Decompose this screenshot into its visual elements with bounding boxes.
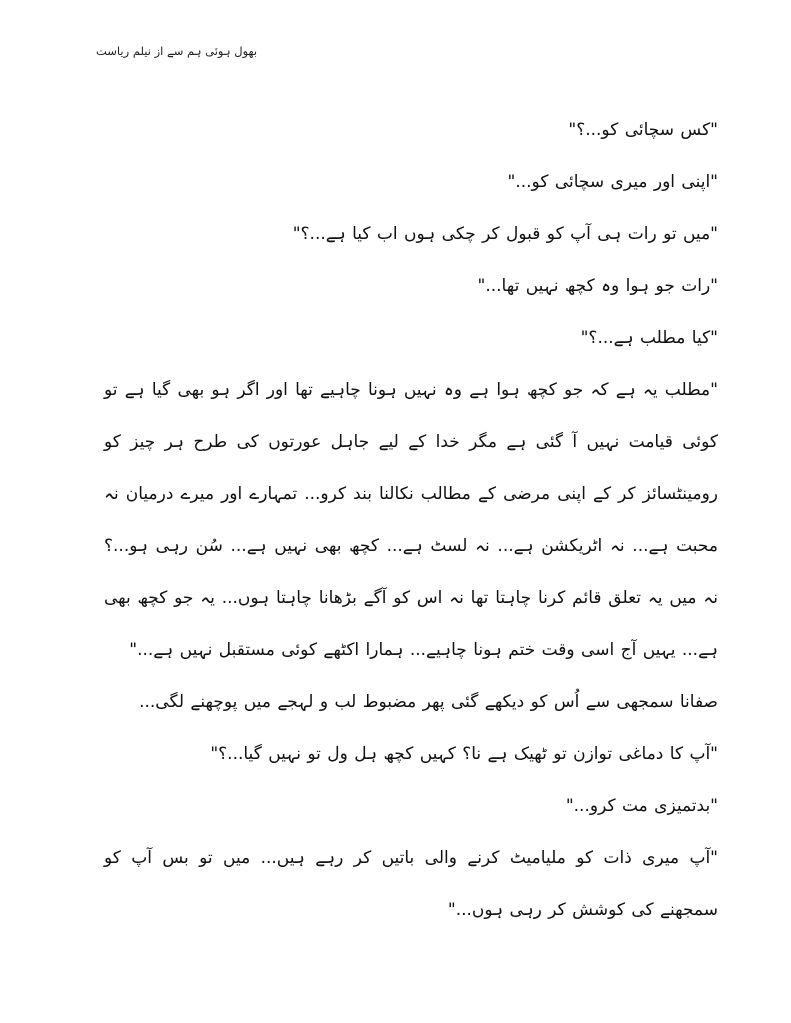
dialogue-paragraph: "مطلب یہ ہے کہ جو کچھ ہوا ہے وہ نہیں ہونا چاہیے تھا اور اگر ہو بھی گیا ہے تو کوئی قیامت نہیں آ گئی ہے مگر خدا کے لیے جاہل عورتوں کی طرح ہر چیز کو رومینٹسائز کر کے اپنی مرضی کے مطالب نکالنا بند کرو... تمہارے اور میرے درمیان نہ محبت ہے... نہ اٹریکشن ہے... نہ لسٹ ہے... کچھ بھی نہیں ہے... سُن رہی ہو...؟ نہ میں یہ تعلق قائم کرنا چاہتا تھا نہ اس کو آگے بڑھانا چاہتا ہوں... یہ جو کچھ بھی ہے... یہیں آج اسی وقت ختم ہونا چاہیے... ہمارا اکٹھے کوئی مستقبل نہیں ہے..." <box>104 380 718 660</box>
dialogue-line: "رات جو ہوا وہ کچھ نہیں تھا..." <box>477 276 718 296</box>
body-text <box>104 104 718 936</box>
dialogue-line: "آپ کا دماغی توازن تو ٹھیک ہے نا؟ کہیں کچھ ہل ول تو نہیں گیا...؟" <box>210 744 718 764</box>
narration-line: صفانا سمجھی سے اُس کو دیکھے گئی پھر مضبوط لب و لہجے میں پوچھنے لگی... <box>139 692 718 712</box>
dialogue-line: "بدتمیزی مت کرو..." <box>565 796 718 816</box>
dialogue-line: "میں تو رات ہی آپ کو قبول کر چکی ہوں اب کیا ہے...؟" <box>292 224 718 244</box>
dialogue-line: "کیا مطلب ہے...؟" <box>580 328 718 348</box>
dialogue-paragraph: "آپ میری ذات کو ملیامیٹ کرنے والی باتیں کر رہے ہیں... میں تو بس آپ کو سمجھنے کی کوشش کر رہی ہوں..." <box>104 848 718 920</box>
dialogue-line: "کس سچائی کو...؟" <box>568 120 718 140</box>
running-header: بھول ہوئی ہم سے از نیلم ریاست <box>96 44 258 58</box>
dialogue-line: "اپنی اور میری سچائی کو..." <box>507 172 718 192</box>
